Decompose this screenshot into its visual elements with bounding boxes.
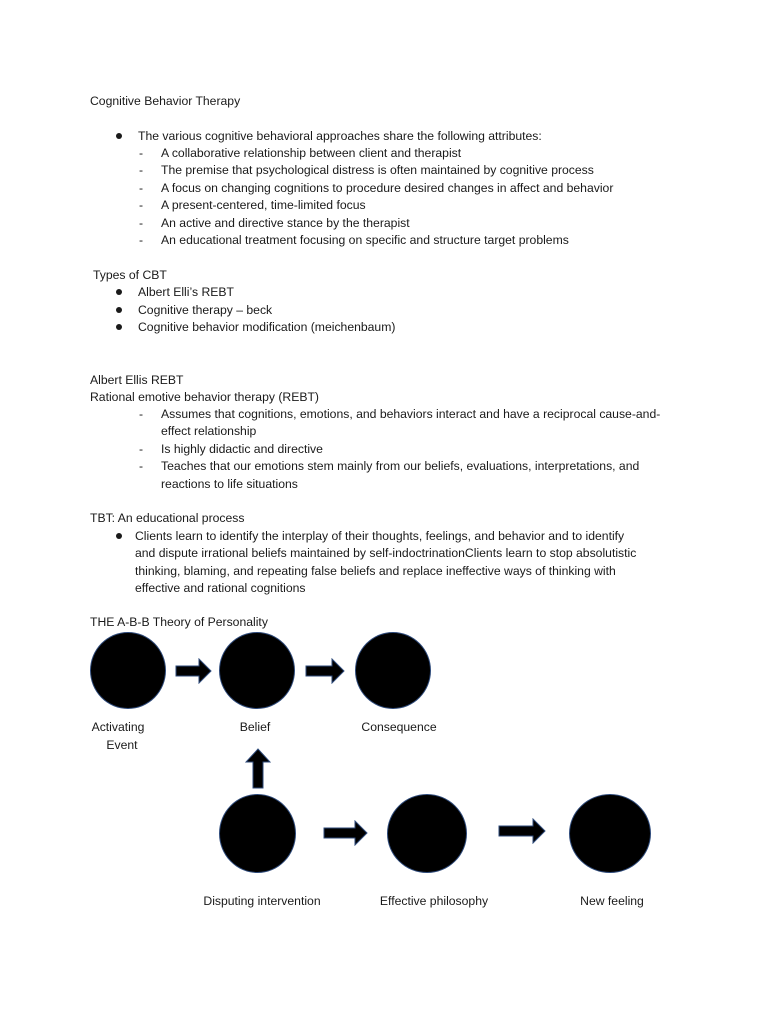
belief-label: Belief: [239, 720, 271, 734]
right-arrow-icon: [323, 820, 368, 846]
effective-label: Effective philosophy: [379, 894, 489, 908]
attributes-intro: The various cognitive behavioral approaches share the following attributes:: [138, 129, 542, 143]
dash-marker: -: [139, 198, 144, 212]
new-feeling-circle: [569, 794, 651, 873]
dash-marker: -: [139, 407, 144, 421]
disputing-label: Disputing intervention: [203, 894, 321, 908]
event-label: Event: [106, 738, 138, 752]
types-heading: Types of CBT: [93, 268, 167, 282]
rebt-item: Teaches that our emotions stem mainly from our beliefs, evaluations, interpretations, and: [161, 459, 640, 473]
rebt-subheading: Rational emotive behavior therapy (REBT): [90, 390, 319, 404]
bullet-dot: [116, 324, 122, 330]
bullet-dot: [116, 533, 122, 539]
effective-philosophy-circle: [387, 794, 467, 873]
activating-event-circle: [90, 632, 166, 709]
rebt-heading: Albert Ellis REBT: [90, 373, 184, 387]
bullet-dot: [116, 289, 122, 295]
diagram-title: THE A-B-B Theory of Personality: [90, 615, 268, 629]
rebt-item-continued: effect relationship: [161, 424, 257, 438]
disputing-intervention-circle: [219, 794, 296, 873]
new-feeling-label: New feeling: [580, 894, 644, 908]
bullet-dot: [116, 133, 122, 139]
tbt-line: effective and rational cognitions: [135, 581, 306, 595]
rebt-item: Is highly didactic and directive: [161, 442, 323, 456]
dash-marker: -: [139, 459, 144, 473]
page-title: Cognitive Behavior Therapy: [90, 94, 241, 108]
attribute-item: A collaborative relationship between client and therapist: [161, 146, 462, 160]
dash-marker: -: [139, 181, 144, 195]
right-arrow-icon: [498, 818, 546, 844]
types-item: Cognitive therapy – beck: [138, 303, 273, 317]
dash-marker: -: [139, 146, 144, 160]
tbt-heading: TBT: An educational process: [90, 511, 245, 525]
dash-marker: -: [139, 163, 144, 177]
attribute-item: A focus on changing cognitions to procedure desired changes in affect and behavior: [161, 181, 614, 195]
dash-marker: -: [139, 216, 144, 230]
right-arrow-icon: [305, 658, 345, 684]
dash-marker: -: [139, 442, 144, 456]
up-arrow-icon: [245, 748, 271, 789]
right-arrow-icon: [175, 658, 212, 684]
attribute-item: The premise that psychological distress is often maintained by cognitive process: [161, 163, 594, 177]
types-item: Cognitive behavior modification (meichenbaum): [138, 320, 396, 334]
attribute-item: An active and directive stance by the therapist: [161, 216, 410, 230]
belief-circle: [219, 632, 295, 709]
dash-marker: -: [139, 233, 144, 247]
tbt-line: and dispute irrational beliefs maintained by self-indoctrinationClients learn to stop absolutistic: [135, 546, 637, 560]
bullet-dot: [116, 307, 122, 313]
rebt-item: Assumes that cognitions, emotions, and behaviors interact and have a reciprocal cause-and-: [161, 407, 661, 421]
attribute-item: A present-centered, time-limited focus: [161, 198, 366, 212]
types-item: Albert Elli’s REBT: [138, 285, 234, 299]
activating-label: Activating: [91, 720, 145, 734]
tbt-line: Clients learn to identify the interplay of their thoughts, feelings, and behavior and to identify: [135, 529, 625, 543]
rebt-item-continued: reactions to life situations: [161, 477, 298, 491]
consequence-label: Consequence: [361, 720, 437, 734]
attribute-item: An educational treatment focusing on specific and structure target problems: [161, 233, 569, 247]
consequence-circle: [355, 632, 431, 709]
tbt-line: thinking, blaming, and repeating false beliefs and replace ineffective ways of thinking with: [135, 564, 616, 578]
